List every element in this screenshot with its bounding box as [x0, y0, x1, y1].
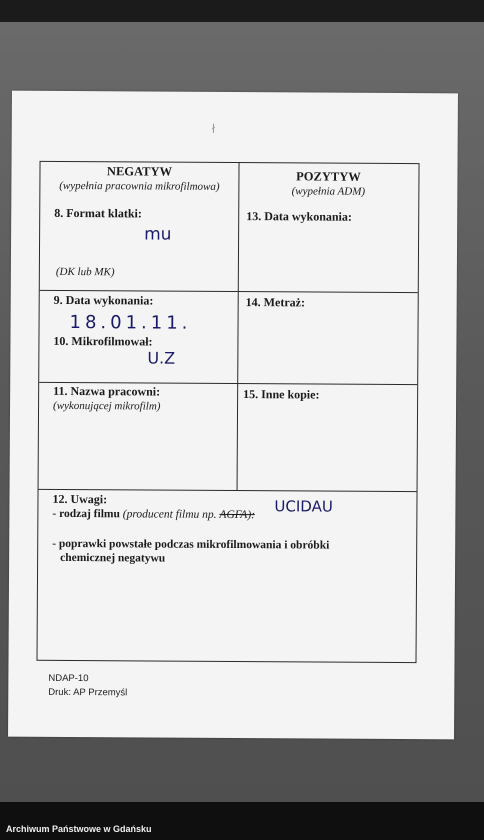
scan-top-band	[0, 0, 484, 22]
corrections-line-2: chemicznej negatywu	[60, 551, 166, 565]
corrections-line-1: - poprawki powstałe podczas mikrofilmowania i obróbki	[52, 537, 330, 552]
negatyw-title: NEGATYW	[106, 164, 173, 179]
film-type-line	[52, 508, 255, 521]
archive-caption: Archiwum Państwowe w Gdańsku	[6, 824, 152, 834]
film-type-struck: AGFA):	[219, 508, 256, 522]
microfilm-form	[36, 161, 419, 663]
film-type-note: (producent filmu np.	[122, 508, 217, 521]
format-note: (DK lub MK)	[55, 265, 115, 279]
pozytyw-title: POZYTYW	[296, 169, 361, 184]
remarks-label: 12. Uwagi:	[52, 491, 108, 507]
filmed-by-value: U.Z	[147, 348, 176, 368]
copies-label: 15. Inne kopie:	[243, 387, 320, 402]
form-code: NDAP-10	[48, 672, 89, 685]
negatyw-subtitle: (wypełnia pracownia mikrofilmowa)	[59, 179, 220, 193]
filmed-by-label: 10. Mikrofilmował:	[53, 333, 153, 349]
workshop-note: (wykonującej mikrofilm)	[53, 399, 161, 413]
pozytyw-subtitle: (wypełnia ADM)	[291, 185, 366, 198]
format-label: 8. Format klatki:	[54, 205, 142, 221]
film-type-label: - rodzaj filmu	[52, 507, 120, 521]
pozytyw-date-label: 13. Data wykonania:	[246, 209, 352, 224]
column-divider	[237, 163, 240, 491]
date-label: 9. Data wykonania:	[53, 292, 154, 308]
film-type-value: UCIDAU	[274, 497, 333, 516]
date-value: 18.01.11.	[69, 312, 192, 334]
printer-note: Druk: AP Przemyśl	[48, 686, 128, 699]
length-label: 14. Metraż:	[245, 295, 306, 310]
format-value: mu	[144, 224, 172, 245]
record-card	[8, 91, 458, 740]
workshop-label: 11. Nazwa pracowni:	[53, 383, 161, 399]
scan-bottom-band	[0, 802, 484, 840]
faint-mark: ł	[211, 121, 216, 136]
